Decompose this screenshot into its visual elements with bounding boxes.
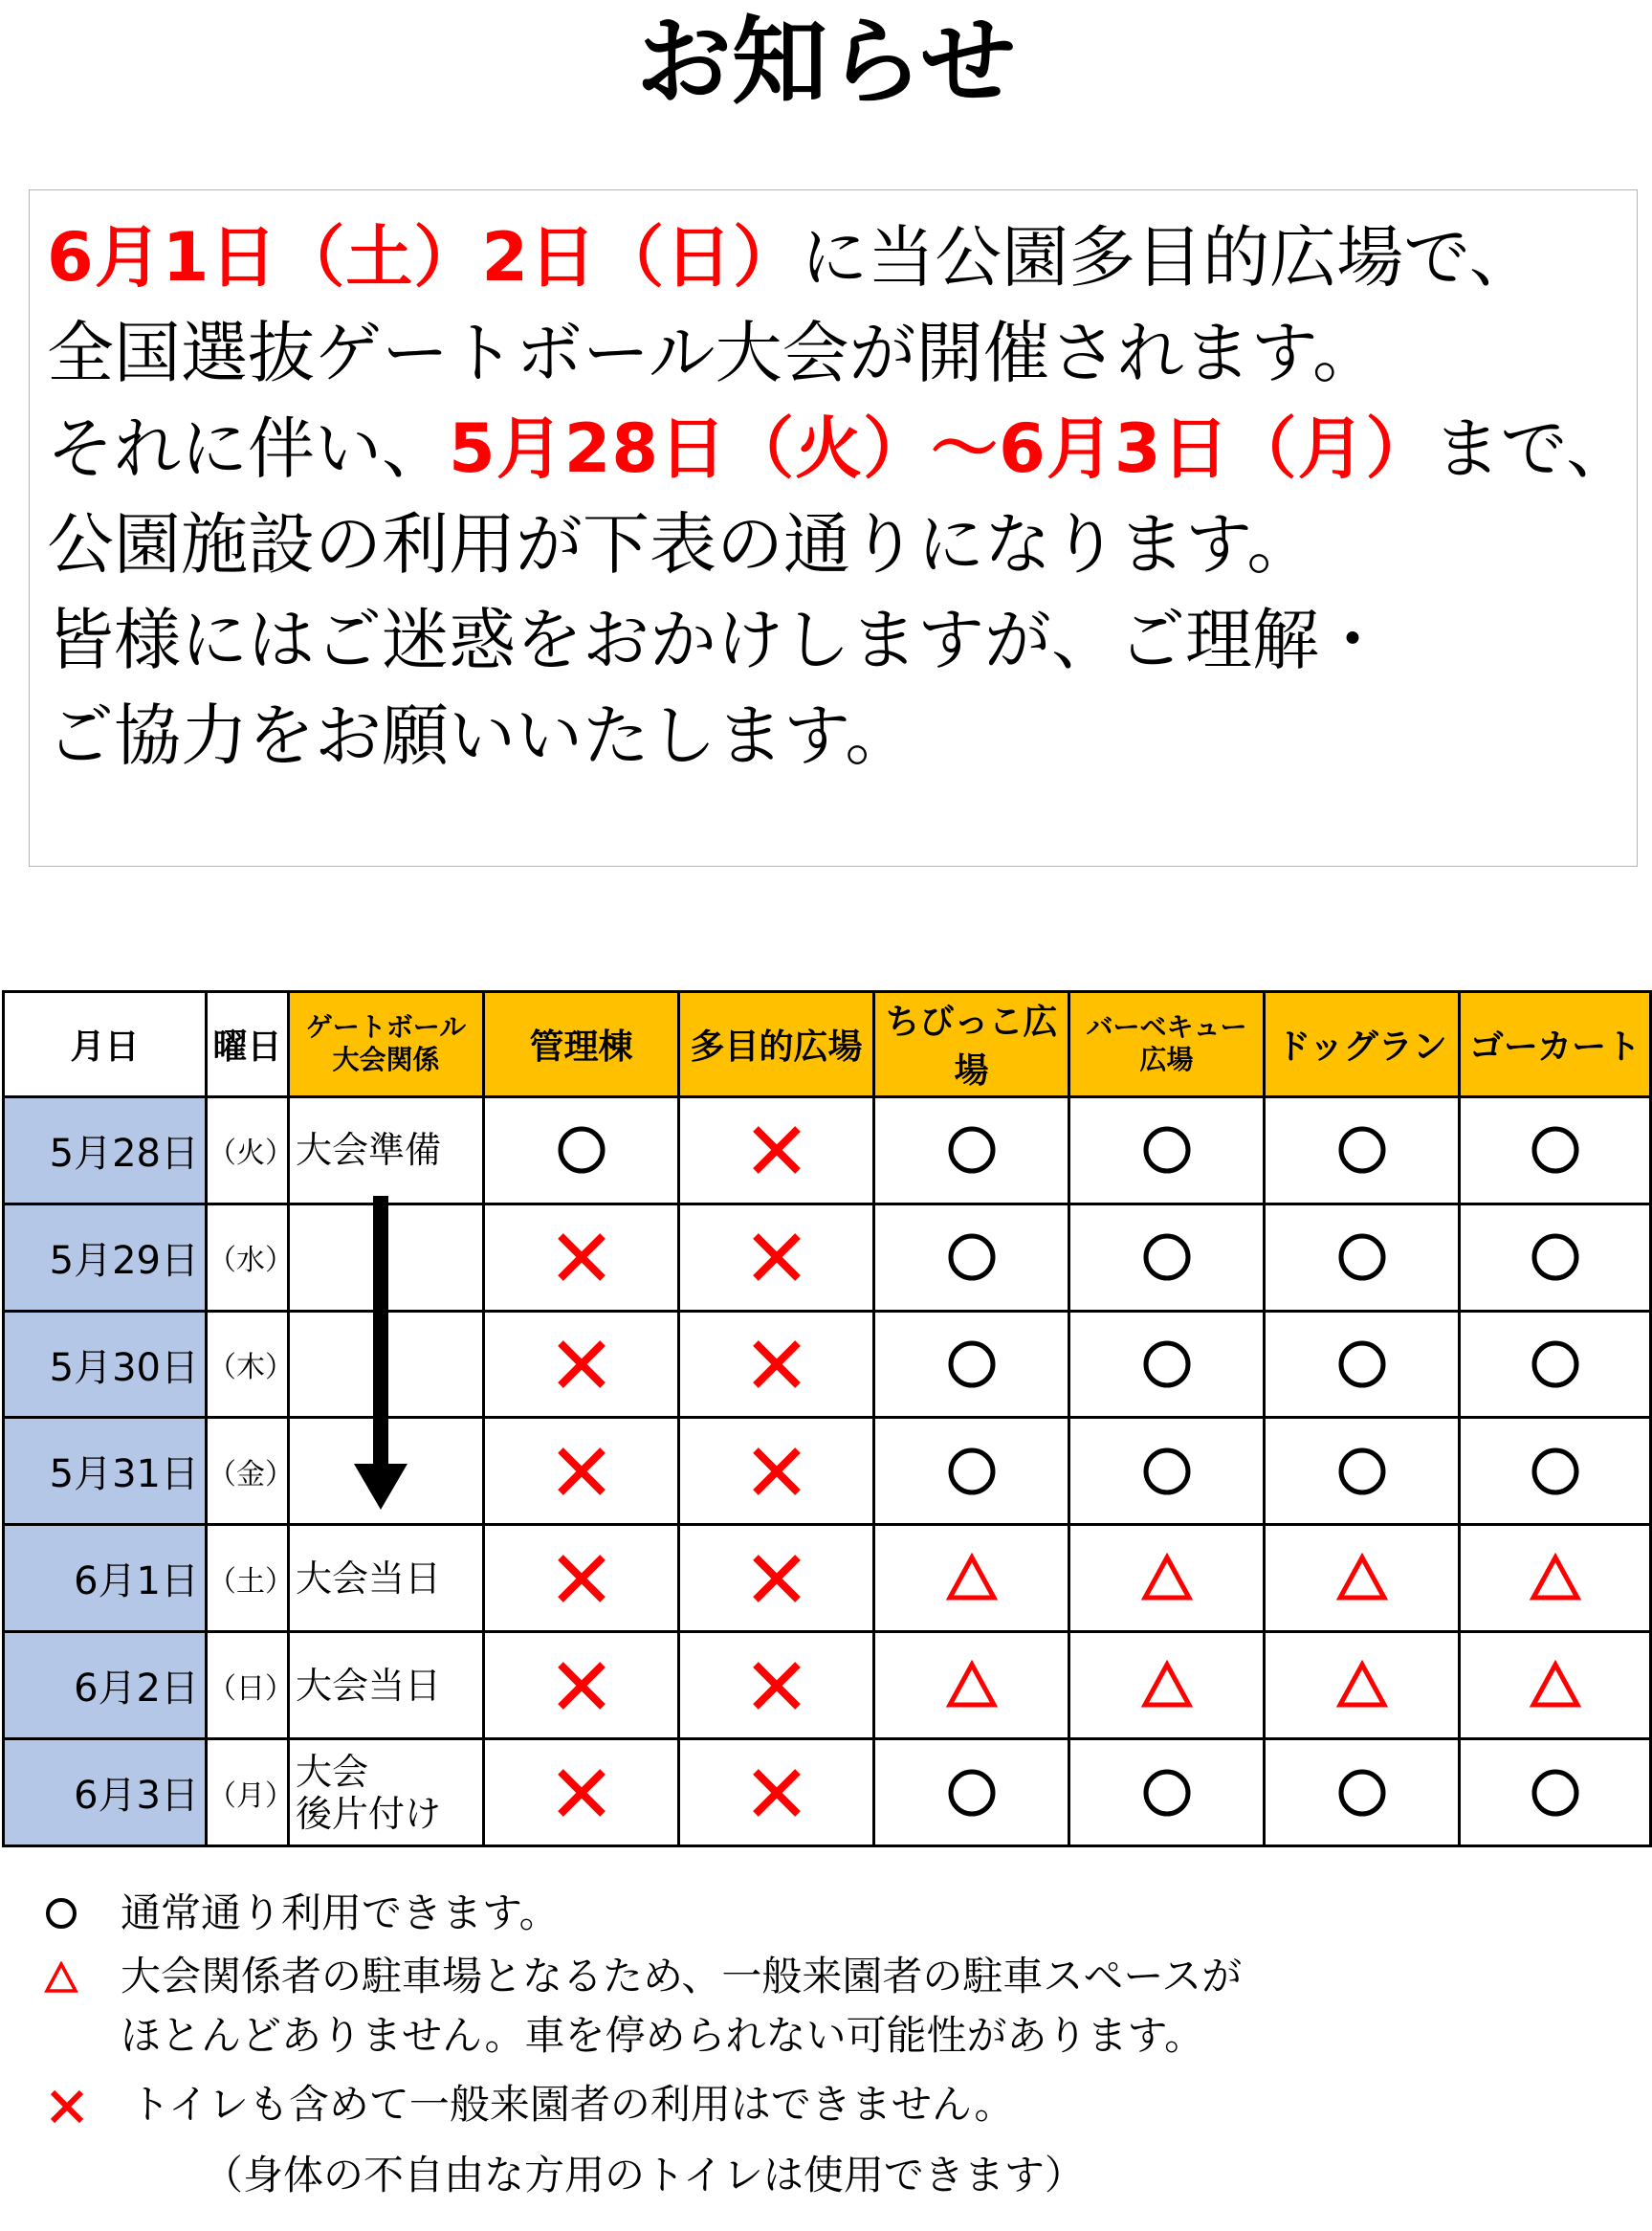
row-mark-4: [1265, 1525, 1460, 1632]
row-mark-0: [484, 1632, 679, 1739]
row-mark-4: [1265, 1204, 1460, 1311]
row-mark-2: [874, 1525, 1069, 1632]
notice-line-1: [47, 210, 1536, 305]
schedule-table: [2, 990, 1652, 1847]
circle-mark-icon: [44, 1896, 78, 1931]
header-relation: [289, 992, 484, 1097]
circle-mark-icon: [1335, 1445, 1389, 1498]
cross-mark-icon: [555, 1445, 608, 1498]
circle-mark-icon: [945, 1445, 999, 1498]
circle-mark-icon: [1140, 1230, 1194, 1284]
header-bbq-line1: バーベキュー: [1086, 1011, 1247, 1044]
circle-mark-icon: [1140, 1337, 1194, 1391]
row-mark-4: [1265, 1739, 1460, 1846]
triangle-mark-icon: [44, 1961, 78, 1994]
header-bbq-line2: 広場: [1139, 1044, 1194, 1076]
circle-mark-icon: [1335, 1123, 1389, 1177]
legend-triangle-text-1: 大会関係者の駐車場となるため、一般来園者の駐車スペースが: [121, 1953, 1243, 1999]
row-mark-5: [1460, 1525, 1651, 1632]
row-mark-5: [1460, 1311, 1651, 1418]
row-mark-1: [679, 1418, 874, 1525]
row-mark-5: [1460, 1632, 1651, 1739]
row-relation-line1: 大会: [296, 1750, 369, 1793]
legend: [0, 1875, 1652, 2231]
row-dow: （木）: [207, 1311, 289, 1418]
circle-mark-icon: [945, 1230, 999, 1284]
triangle-mark-icon: [1140, 1552, 1194, 1605]
row-dow: （金）: [207, 1418, 289, 1525]
row-date: 6月1日: [4, 1525, 207, 1632]
header-facility: [1069, 992, 1265, 1097]
row-mark-3: [1069, 1739, 1265, 1846]
table-row: [4, 1096, 1651, 1204]
row-mark-5: [1460, 1418, 1651, 1525]
notice-line-3-pre: それに伴い、: [47, 409, 449, 488]
row-mark-3: [1069, 1311, 1265, 1418]
notice-event-dates: 6月1日（土）2日（日）: [47, 218, 802, 297]
triangle-mark-icon: [1335, 1659, 1389, 1712]
row-mark-1: [679, 1311, 874, 1418]
row-mark-5: [1460, 1204, 1651, 1311]
triangle-mark-icon: [1529, 1552, 1582, 1605]
row-dow: （土）: [207, 1525, 289, 1632]
circle-mark-icon: [1529, 1230, 1582, 1284]
row-mark-0: [484, 1311, 679, 1418]
row-mark-2: [874, 1418, 1069, 1525]
page-title: お知らせ: [636, 6, 1016, 118]
cross-mark-icon: [555, 1766, 608, 1820]
row-mark-0: [484, 1418, 679, 1525]
circle-mark-icon: [1529, 1766, 1582, 1820]
triangle-mark-icon: [1140, 1659, 1194, 1712]
circle-mark-icon: [1529, 1337, 1582, 1391]
cross-mark-icon: [555, 1337, 608, 1391]
circle-mark-icon: [1140, 1445, 1194, 1498]
circle-mark-icon: [1335, 1766, 1389, 1820]
row-date: 5月28日: [4, 1096, 207, 1204]
row-mark-3: [1069, 1204, 1265, 1311]
table-header-row: [4, 992, 1651, 1097]
row-date: 5月30日: [4, 1311, 207, 1418]
cross-mark-icon: [555, 1230, 608, 1284]
circle-mark-icon: [1140, 1123, 1194, 1177]
row-date: 6月2日: [4, 1632, 207, 1739]
row-mark-0: [484, 1096, 679, 1204]
row-mark-4: [1265, 1632, 1460, 1739]
row-relation: 大会準備: [289, 1096, 484, 1204]
circle-mark-icon: [1529, 1123, 1582, 1177]
row-mark-2: [874, 1204, 1069, 1311]
row-mark-3: [1069, 1525, 1265, 1632]
table-row: [4, 1311, 1651, 1418]
cross-mark-icon: [750, 1766, 804, 1820]
triangle-mark-icon: [945, 1659, 999, 1712]
header-date: 月日: [4, 992, 207, 1097]
cross-mark-icon: [555, 1659, 608, 1712]
row-mark-2: [874, 1096, 1069, 1204]
notice-line-5: 皆様にはご迷惑をおかけしますが、ご理解・: [47, 601, 1386, 679]
circle-mark-icon: [945, 1337, 999, 1391]
table-row: [4, 1739, 1651, 1846]
row-mark-0: [484, 1204, 679, 1311]
triangle-mark-icon: [1335, 1552, 1389, 1605]
notice-line-2: 全国選抜ゲートボール大会が開催されます。: [47, 314, 1379, 392]
notice-line-6: ご協力をお願いいたします。: [47, 696, 913, 775]
legend-cross-text-2: （身体の不自由な方用のトイレは使用できます）: [203, 2152, 1085, 2198]
row-mark-5: [1460, 1096, 1651, 1204]
header-facility: ドッグラン: [1265, 992, 1460, 1097]
notice-line-4: 公園施設の利用が下表の通りになります。: [47, 505, 1314, 584]
row-mark-1: [679, 1525, 874, 1632]
row-dow: （月）: [207, 1739, 289, 1846]
table-row: [4, 1418, 1651, 1525]
row-mark-4: [1265, 1096, 1460, 1204]
cross-mark-icon: [750, 1552, 804, 1605]
circle-mark-icon: [1335, 1337, 1389, 1391]
header-facility: ゴーカート: [1460, 992, 1651, 1097]
circle-mark-icon: [1335, 1230, 1389, 1284]
header-facility: 多目的広場: [679, 992, 874, 1097]
row-relation: 大会当日: [289, 1632, 484, 1739]
circle-mark-icon: [945, 1766, 999, 1820]
circle-mark-icon: [1529, 1445, 1582, 1498]
legend-cross-text-1: トイレも含めて一般来園者の利用はできません。: [130, 2081, 1015, 2128]
header-relation-line1: ゲートボール: [305, 1011, 467, 1044]
header-facility: ちびっこ広場: [874, 992, 1069, 1097]
circle-mark-icon: [555, 1123, 608, 1177]
cross-mark-icon: [48, 2087, 86, 2126]
row-relation: [289, 1739, 484, 1846]
row-mark-1: [679, 1632, 874, 1739]
cross-mark-icon: [750, 1123, 804, 1177]
notice-restriction-period: 5月28日（火）～6月3日（月）: [449, 409, 1434, 488]
row-dow: （水）: [207, 1204, 289, 1311]
header-facility: 管理棟: [484, 992, 679, 1097]
table-row: [4, 1632, 1651, 1739]
cross-mark-icon: [750, 1337, 804, 1391]
legend-triangle-text-2: ほとんどありません。車を停められない可能性があります。: [121, 2012, 1205, 2059]
row-mark-5: [1460, 1739, 1651, 1846]
cross-mark-icon: [750, 1445, 804, 1498]
header-dow: 曜日: [207, 992, 289, 1097]
row-mark-2: [874, 1739, 1069, 1846]
row-mark-0: [484, 1739, 679, 1846]
row-relation-line2: 後片付け: [296, 1792, 442, 1835]
triangle-mark-icon: [1529, 1659, 1582, 1712]
table-row: [4, 1204, 1651, 1311]
row-mark-0: [484, 1525, 679, 1632]
table-row: [4, 1525, 1651, 1632]
legend-circle-text: 通常通り利用できます。: [121, 1889, 560, 1936]
notice-box: [29, 189, 1638, 867]
triangle-mark-icon: [945, 1552, 999, 1605]
circle-mark-icon: [1140, 1766, 1194, 1820]
row-mark-3: [1069, 1632, 1265, 1739]
notice-line-3: [47, 401, 1633, 497]
cross-mark-icon: [555, 1552, 608, 1605]
header-relation-line2: 大会関係: [332, 1044, 440, 1076]
row-mark-4: [1265, 1311, 1460, 1418]
down-arrow-icon: [352, 1196, 409, 1512]
cross-mark-icon: [750, 1659, 804, 1712]
row-relation: 大会当日: [289, 1525, 484, 1632]
row-mark-1: [679, 1096, 874, 1204]
row-date: 5月29日: [4, 1204, 207, 1311]
row-dow: （火）: [207, 1096, 289, 1204]
row-date: 5月31日: [4, 1418, 207, 1525]
row-mark-3: [1069, 1418, 1265, 1525]
row-mark-2: [874, 1632, 1069, 1739]
row-mark-2: [874, 1311, 1069, 1418]
notice-line-1-text: に当公園多目的広場で、: [801, 218, 1536, 297]
row-mark-1: [679, 1204, 874, 1311]
circle-mark-icon: [945, 1123, 999, 1177]
cross-mark-icon: [750, 1230, 804, 1284]
row-dow: （日）: [207, 1632, 289, 1739]
notice-line-3-post: まで、: [1433, 409, 1634, 488]
row-date: 6月3日: [4, 1739, 207, 1846]
row-mark-1: [679, 1739, 874, 1846]
row-mark-4: [1265, 1418, 1460, 1525]
row-mark-3: [1069, 1096, 1265, 1204]
